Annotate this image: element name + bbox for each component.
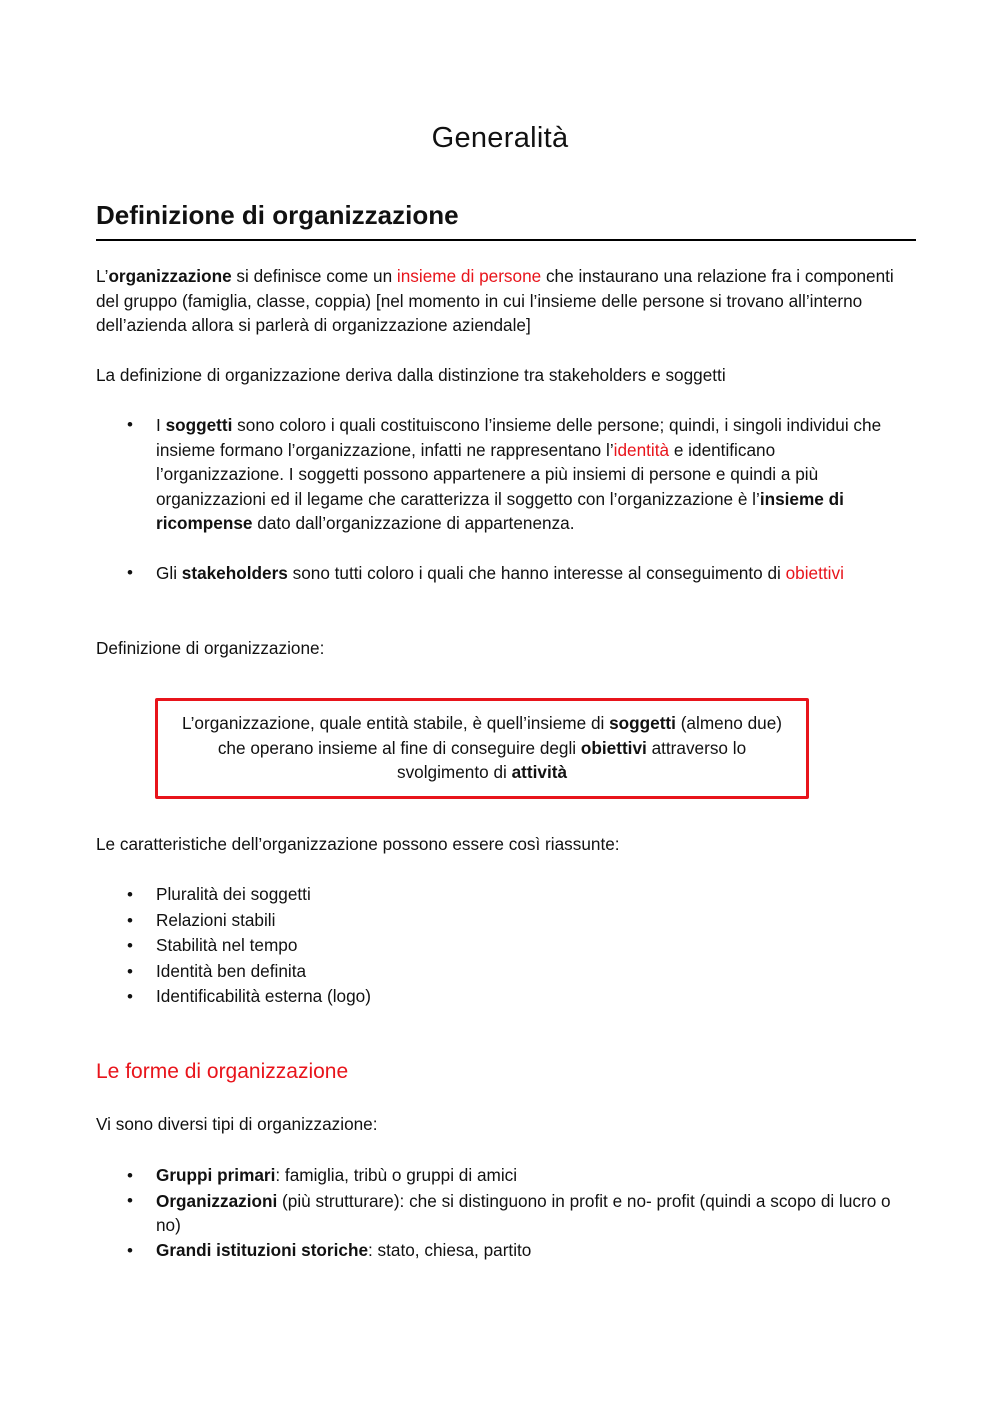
list-item-stakeholders: • Gli stakeholders sono tutti coloro i quali che hanno interesse al conseguimento di obiettivi [96, 561, 906, 586]
list-item: • Identificabilità esterna (logo) [96, 984, 906, 1010]
bullet-icon: • [127, 1166, 133, 1185]
definition-label: Definizione di organizzazione: [96, 638, 325, 658]
term-organizzazione: organizzazione [108, 266, 232, 286]
intro-paragraph: L’organizzazione si definisce come un insieme di persone che instaurano una relazione fra i componenti del gruppo (famiglia, classe, coppia) [nel momento in cui l’insieme delle persone si trovano all’interno dell’azienda allora si parlerà di organizzazione aziendale] [96, 266, 894, 336]
section-heading: Definizione di organizzazione [96, 200, 916, 241]
highlight-insieme-di-persone: insieme di persone [396, 266, 542, 286]
bullet-icon: • [127, 961, 133, 981]
list-item: • Organizzazioni (più strutturare): che si distinguono in profit e no- profit (quindi a scopo di lucro o no) [127, 1190, 891, 1236]
characteristics-list [96, 882, 906, 1010]
bullet-icon: • [127, 1240, 133, 1260]
forms-list [96, 1163, 906, 1263]
list-item: • Grandi istituzioni storiche: stato, chiesa, partito [96, 1238, 906, 1264]
distinction-paragraph: La definizione di organizzazione deriva dalla distinzione tra stakeholders e soggetti [96, 365, 726, 385]
list-item-soggetti: • I soggetti sono coloro i quali costituiscono l’insieme delle persone; quindi, i singoli individui che insieme formano l’organizzazione, infatti ne rappresentano l’identità e identificano l’organizzazione. I soggetti possono appartenere a più insiemi di persone e quindi a più organizzazioni ed il legame che caratterizza il soggetto con l’organizzazione è l’insieme di ricompense dato dall’organizzazione di appartenenza. [127, 415, 882, 534]
list-item: • Pluralità dei soggetti [96, 882, 906, 908]
characteristics-intro: Le caratteristiche dell’organizzazione possono essere così riassunte: [96, 834, 620, 854]
list-item: • Relazioni stabili [96, 908, 906, 934]
list-item: • Stabilità nel tempo [96, 933, 906, 959]
definition-box: L’organizzazione, quale entità stabile, è quell’insieme di soggetti (almeno due) che operano insieme al fine di conseguire degli obiettivi attraverso lo svolgimento di attività [155, 698, 809, 799]
subjects-stakeholders-list [96, 413, 906, 585]
bullet-icon: • [127, 562, 133, 582]
bullet-icon: • [127, 1190, 133, 1210]
highlight-obiettivi: obiettivi [785, 562, 844, 583]
page-title: Generalità [431, 122, 569, 154]
forms-heading: Le forme di organizzazione [96, 1060, 349, 1083]
bullet-icon: • [127, 885, 133, 904]
highlight-identita: identità [613, 439, 670, 460]
bullet-icon: • [127, 415, 133, 434]
bullet-icon: • [127, 936, 133, 956]
list-item: • Gruppi primari: famiglia, tribù o gruppi di amici [96, 1163, 906, 1189]
bullet-icon: • [127, 987, 133, 1007]
list-item: • Identità ben definita [96, 959, 906, 985]
forms-intro: Vi sono diversi tipi di organizzazione: [96, 1114, 378, 1134]
bullet-icon: • [127, 910, 133, 930]
